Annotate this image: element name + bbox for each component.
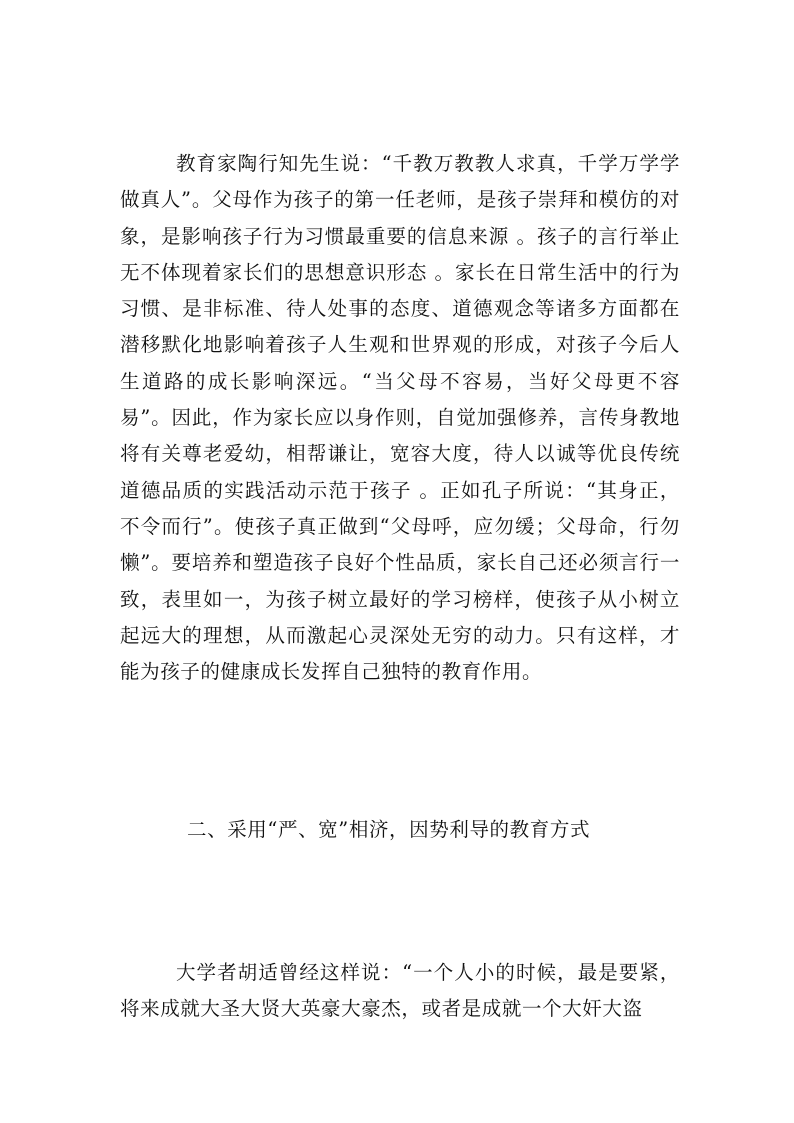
body-paragraph-1: 教育家陶行知先生说：“千教万教教人求真，千学万学学做真人”。父母作为孩子的第一任老师，是孩子崇拜和模仿的对象，是影响孩子行为习惯最重要的信息来源 。孩子的言行举止无不体现着家长们的思想意识形态 。家长在日常生活中的行为习惯、是非标准、待人处事的态度、道德观念等诸多方面都在潜移默化地影响着孩子人生观和世界观的形成，对孩子今后人生道路的成长影响深远。“当父母不容易，当好父母更不容易”。因此，作为家长应以身作则，自觉加强修养，言传身教地将有关尊老爱幼，相帮谦让，宽容大度，待人以诚等优良传统道德品质的实践活动示范于孩子 。正如孔子所说：“其身正，不令而行”。使孩子真正做到“父母呼，应勿缓；父母命，行勿懒”。要培养和塑造孩子良好个性品质，家长自己还必须言行一致，表里如一，为孩子树立最好的学习榜样，使孩子从小树立起远大的理想，从而激起心灵深处无穷的动力。只有这样，才能为孩子的健康成长发挥自己独特的教育作用。	[120, 152, 680, 684]
body-paragraph-2: 大学者胡适曾经这样说：“一个人小的时候，最是要紧，将来成就大圣大贤大英豪大豪杰，或者是成就一个大奸大盗	[120, 961, 680, 1021]
section-heading: 二、采用“严、宽”相济，因势利导的教育方式	[187, 818, 591, 841]
